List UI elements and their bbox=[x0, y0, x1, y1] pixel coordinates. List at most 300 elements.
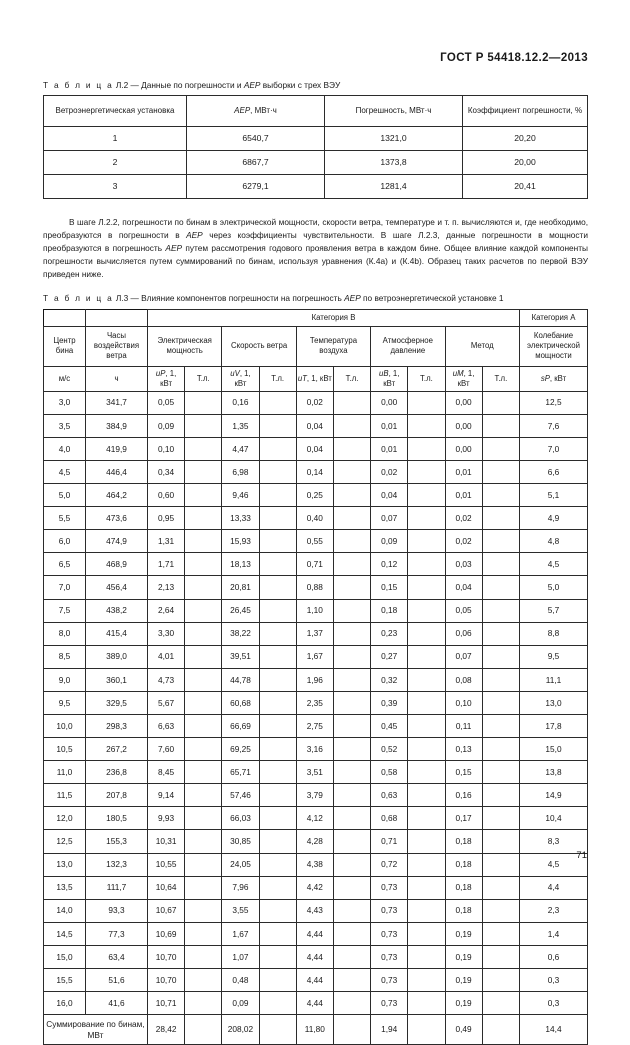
table-cell bbox=[408, 530, 445, 553]
table-cell bbox=[259, 553, 296, 576]
table-cell bbox=[185, 391, 222, 414]
table-row bbox=[44, 899, 588, 922]
table-cell: 0,07 bbox=[445, 645, 482, 668]
body-paragraph: В шаге Л.2.2, погрешности по бинам в электрической мощности, скорости ветра, температуре и т. п. вычисляются и, где необходимо, преобразуются в погрешности в AEP через коэффициенты чувствительности. В шаге Л.2.3, данные погрешности в мощности преобразуются в погрешность AEP путем рассмотрения годового проявления ветра в каждом бине. Общее влияние каждой компоненты погрешности вычисляется путем суммирований по бинам, используя уравнения (К.4a) и (К.4b). Образец таких расчетов по первой ВЭУ приведен ниже. bbox=[43, 217, 589, 279]
table-cell: 132,3 bbox=[86, 853, 148, 876]
table-cell: 11,5 bbox=[44, 784, 86, 807]
table-cell bbox=[259, 899, 296, 922]
standard-header: ГОСТ Р 54418.12.2—2013 bbox=[440, 52, 588, 64]
table-cell bbox=[185, 530, 222, 553]
table-cell: 155,3 bbox=[86, 830, 148, 853]
table-l3-unit-header: uP, 1, кВт bbox=[148, 366, 185, 391]
table-l3-group-electric-power: Электрическая мощность bbox=[148, 326, 222, 366]
table-cell: 0,25 bbox=[296, 484, 333, 507]
table-cell: 14,5 bbox=[44, 922, 86, 945]
table-cell: 1,4 bbox=[520, 922, 588, 945]
table-cell: 3,0 bbox=[44, 391, 86, 414]
table-cell bbox=[185, 876, 222, 899]
table-cell bbox=[408, 391, 445, 414]
table-cell: 10,4 bbox=[520, 807, 588, 830]
table-l2-caption-number: Л.2 bbox=[115, 80, 129, 90]
table-cell: 20,20 bbox=[463, 127, 588, 151]
table-cell bbox=[185, 784, 222, 807]
table-cell: 10,5 bbox=[44, 738, 86, 761]
table-l3-unit-header: uV, 1, кВт bbox=[222, 366, 259, 391]
table-cell: 1,67 bbox=[222, 922, 259, 945]
table-cell bbox=[185, 922, 222, 945]
table-l3-summary-cell bbox=[185, 1015, 222, 1045]
table-cell bbox=[185, 945, 222, 968]
table-cell: 2,35 bbox=[296, 691, 333, 714]
table-cell: 0,00 bbox=[445, 437, 482, 460]
table-l3-summary-row bbox=[44, 1015, 588, 1045]
table-cell: 0,11 bbox=[445, 714, 482, 737]
table-cell: 77,3 bbox=[86, 922, 148, 945]
table-cell: 0,3 bbox=[520, 969, 588, 992]
table-l3-group-bin-center: Центр бина bbox=[44, 326, 86, 366]
table-cell: 0,19 bbox=[445, 992, 482, 1015]
table-cell bbox=[408, 876, 445, 899]
table-cell: 17,8 bbox=[520, 714, 588, 737]
table-cell: 0,71 bbox=[371, 830, 408, 853]
table-cell bbox=[333, 668, 370, 691]
table-cell: 4,8 bbox=[520, 530, 588, 553]
table-cell: 5,67 bbox=[148, 691, 185, 714]
table-cell bbox=[259, 391, 296, 414]
table-row bbox=[44, 576, 588, 599]
table-cell bbox=[185, 645, 222, 668]
table-cell: 0,32 bbox=[371, 668, 408, 691]
table-cell: 8,5 bbox=[44, 645, 86, 668]
table-cell: 4,9 bbox=[520, 507, 588, 530]
table-cell: 10,70 bbox=[148, 969, 185, 992]
table-cell: 0,73 bbox=[371, 899, 408, 922]
table-cell bbox=[185, 460, 222, 483]
table-cell bbox=[259, 668, 296, 691]
table-l2 bbox=[43, 95, 588, 199]
table-cell: 11,0 bbox=[44, 761, 86, 784]
table-row bbox=[44, 945, 588, 968]
table-cell: 0,05 bbox=[148, 391, 185, 414]
table-cell: 0,09 bbox=[148, 414, 185, 437]
table-l3-summary-cell bbox=[408, 1015, 445, 1045]
table-cell: 0,05 bbox=[445, 599, 482, 622]
table-l3-unit-header: uТ, 1, кВт bbox=[296, 366, 333, 391]
table-cell: 0,6 bbox=[520, 945, 588, 968]
table-cell: 5,0 bbox=[44, 484, 86, 507]
table-cell: 6,6 bbox=[520, 460, 588, 483]
table-l3-unit-header: Т.л. bbox=[408, 366, 445, 391]
table-cell: 1,71 bbox=[148, 553, 185, 576]
table-cell: 0,06 bbox=[445, 622, 482, 645]
table-cell bbox=[408, 576, 445, 599]
table-cell bbox=[482, 807, 519, 830]
table-l3-caption-text: — Влияние компонентов погрешности на погрешность AEP по ветроэнергетической установке 1 bbox=[130, 293, 504, 304]
table-cell bbox=[333, 484, 370, 507]
table-row bbox=[44, 922, 588, 945]
table-cell: 0,72 bbox=[371, 853, 408, 876]
table-cell: 0,45 bbox=[371, 714, 408, 737]
table-cell bbox=[333, 807, 370, 830]
table-cell: 65,71 bbox=[222, 761, 259, 784]
table-cell: 389,0 bbox=[86, 645, 148, 668]
table-cell: 0,3 bbox=[520, 992, 588, 1015]
table-cell bbox=[408, 484, 445, 507]
table-l3-summary-cell: 0,49 bbox=[445, 1015, 482, 1045]
table-cell: 0,09 bbox=[222, 992, 259, 1015]
table-cell bbox=[408, 899, 445, 922]
table-l2-col-header-0: Ветроэнергетическая установка bbox=[44, 96, 187, 127]
table-cell bbox=[259, 437, 296, 460]
table-cell bbox=[259, 945, 296, 968]
table-cell bbox=[333, 530, 370, 553]
table-cell bbox=[482, 992, 519, 1015]
table-cell: 1,07 bbox=[222, 945, 259, 968]
table-cell: 329,5 bbox=[86, 691, 148, 714]
table-cell: 24,05 bbox=[222, 853, 259, 876]
table-cell: 4,44 bbox=[296, 922, 333, 945]
table-cell: 446,4 bbox=[86, 460, 148, 483]
table-cell: 0,04 bbox=[371, 484, 408, 507]
table-cell: 1,35 bbox=[222, 414, 259, 437]
table-cell: 4,44 bbox=[296, 969, 333, 992]
table-cell: 10,0 bbox=[44, 714, 86, 737]
table-cell: 0,15 bbox=[445, 761, 482, 784]
table-cell: 8,8 bbox=[520, 622, 588, 645]
table-cell: 0,04 bbox=[445, 576, 482, 599]
table-cell: 3,55 bbox=[222, 899, 259, 922]
table-cell: 9,0 bbox=[44, 668, 86, 691]
table-l3-group-wind-hours: Часы воздействия ветра bbox=[86, 326, 148, 366]
table-cell bbox=[333, 830, 370, 853]
table-cell bbox=[185, 668, 222, 691]
table-cell: 2,64 bbox=[148, 599, 185, 622]
table-cell bbox=[482, 576, 519, 599]
table-cell: 8,3 bbox=[520, 830, 588, 853]
table-cell: 60,68 bbox=[222, 691, 259, 714]
table-cell bbox=[185, 969, 222, 992]
table-cell: 0,58 bbox=[371, 761, 408, 784]
table-cell: 0,73 bbox=[371, 945, 408, 968]
table-cell: 0,73 bbox=[371, 992, 408, 1015]
table-cell: 0,48 bbox=[222, 969, 259, 992]
table-cell: 7,0 bbox=[520, 437, 588, 460]
table-cell bbox=[333, 553, 370, 576]
table-cell: 0,04 bbox=[296, 437, 333, 460]
table-cell bbox=[333, 876, 370, 899]
table-cell: 0,01 bbox=[445, 460, 482, 483]
table-l3-category-a: Категория A bbox=[520, 309, 588, 326]
table-cell: 0,18 bbox=[445, 876, 482, 899]
table-cell: 4,73 bbox=[148, 668, 185, 691]
table-cell: 20,41 bbox=[463, 175, 588, 199]
table-cell: 6,5 bbox=[44, 553, 86, 576]
table-cell: 415,4 bbox=[86, 622, 148, 645]
table-cell: 9,93 bbox=[148, 807, 185, 830]
table-cell: 93,3 bbox=[86, 899, 148, 922]
table-cell bbox=[482, 645, 519, 668]
table-row bbox=[44, 484, 588, 507]
table-cell: 6279,1 bbox=[187, 175, 325, 199]
table-l3-category-spacer-1 bbox=[44, 309, 86, 326]
table-l2-col-header-1: AEP, МВт·ч bbox=[187, 96, 325, 127]
table-l3 bbox=[43, 309, 588, 1045]
table-cell: 474,9 bbox=[86, 530, 148, 553]
table-cell: 0,16 bbox=[445, 784, 482, 807]
table-cell: 3,30 bbox=[148, 622, 185, 645]
table-l2-caption-text: — Данные по погрешности и AEP выборки с трех ВЭУ bbox=[130, 80, 341, 90]
table-cell bbox=[333, 576, 370, 599]
table-cell bbox=[185, 576, 222, 599]
table-cell: 0,10 bbox=[148, 437, 185, 460]
table-cell: 20,81 bbox=[222, 576, 259, 599]
table-cell: 0,40 bbox=[296, 507, 333, 530]
table-cell: 5,0 bbox=[520, 576, 588, 599]
table-cell bbox=[408, 945, 445, 968]
table-cell bbox=[333, 969, 370, 992]
table-cell bbox=[408, 807, 445, 830]
table-l3-head bbox=[44, 309, 588, 391]
table-row bbox=[44, 127, 588, 151]
table-cell: 13,8 bbox=[520, 761, 588, 784]
table-cell: 0,14 bbox=[296, 460, 333, 483]
table-cell bbox=[333, 391, 370, 414]
table-cell: 0,68 bbox=[371, 807, 408, 830]
table-cell: 12,5 bbox=[44, 830, 86, 853]
table-cell: 0,00 bbox=[445, 391, 482, 414]
table-cell bbox=[333, 922, 370, 945]
table-cell bbox=[259, 992, 296, 1015]
table-cell: 20,00 bbox=[463, 151, 588, 175]
table-cell bbox=[259, 830, 296, 853]
table-l3-body bbox=[44, 391, 588, 1045]
table-cell bbox=[408, 784, 445, 807]
table-cell bbox=[408, 553, 445, 576]
table-cell: 6,98 bbox=[222, 460, 259, 483]
table-cell: 0,16 bbox=[222, 391, 259, 414]
table-cell bbox=[333, 853, 370, 876]
table-row bbox=[44, 714, 588, 737]
table-cell: 0,03 bbox=[445, 553, 482, 576]
table-cell bbox=[259, 414, 296, 437]
table-cell: 0,19 bbox=[445, 945, 482, 968]
table-row bbox=[44, 175, 588, 199]
table-cell: 9,14 bbox=[148, 784, 185, 807]
table-cell bbox=[482, 899, 519, 922]
table-cell bbox=[408, 599, 445, 622]
table-cell: 2,13 bbox=[148, 576, 185, 599]
table-row bbox=[44, 414, 588, 437]
table-cell: 4,01 bbox=[148, 645, 185, 668]
table-cell: 0,39 bbox=[371, 691, 408, 714]
table-cell: 1281,4 bbox=[325, 175, 463, 199]
table-cell bbox=[185, 507, 222, 530]
table-l3-summary-cell: 1,94 bbox=[371, 1015, 408, 1045]
table-cell bbox=[259, 876, 296, 899]
table-cell: 3,51 bbox=[296, 761, 333, 784]
table-l3-group-row bbox=[44, 326, 588, 366]
table-cell bbox=[259, 622, 296, 645]
table-l3-caption-prefix: Т а б л и ц а bbox=[43, 293, 114, 304]
table-row bbox=[44, 645, 588, 668]
table-l2-col-header-2: Погрешность, МВт·ч bbox=[325, 96, 463, 127]
table-cell bbox=[408, 714, 445, 737]
table-cell: 13,33 bbox=[222, 507, 259, 530]
table-cell bbox=[259, 738, 296, 761]
table-l2-head bbox=[44, 96, 588, 127]
table-row bbox=[44, 738, 588, 761]
table-l2-col-header-3: Коэффициент погрешности, % bbox=[463, 96, 588, 127]
table-cell: 419,9 bbox=[86, 437, 148, 460]
table-cell bbox=[482, 922, 519, 945]
table-row bbox=[44, 969, 588, 992]
table-cell: 7,5 bbox=[44, 599, 86, 622]
table-cell: 15,5 bbox=[44, 969, 86, 992]
table-cell: 1,37 bbox=[296, 622, 333, 645]
table-cell bbox=[185, 761, 222, 784]
table-cell: 456,4 bbox=[86, 576, 148, 599]
table-l3-category-row bbox=[44, 309, 588, 326]
table-cell: 473,6 bbox=[86, 507, 148, 530]
table-l3-summary-label: Суммирование по бинам, МВт bbox=[44, 1015, 148, 1045]
table-cell bbox=[259, 530, 296, 553]
table-l3-category-b: Категория B bbox=[148, 309, 520, 326]
table-cell bbox=[408, 414, 445, 437]
table-cell: 0,02 bbox=[371, 460, 408, 483]
table-cell bbox=[482, 830, 519, 853]
table-cell bbox=[259, 484, 296, 507]
table-cell: 0,00 bbox=[445, 414, 482, 437]
table-cell: 16,0 bbox=[44, 992, 86, 1015]
table-cell: 15,0 bbox=[44, 945, 86, 968]
table-cell: 6540,7 bbox=[187, 127, 325, 151]
table-cell: 12,5 bbox=[520, 391, 588, 414]
table-cell: 4,0 bbox=[44, 437, 86, 460]
table-cell: 14,0 bbox=[44, 899, 86, 922]
table-cell: 44,78 bbox=[222, 668, 259, 691]
table-row bbox=[44, 437, 588, 460]
table-cell: 0,10 bbox=[445, 691, 482, 714]
table-cell: 69,25 bbox=[222, 738, 259, 761]
table-cell: 1 bbox=[44, 127, 187, 151]
table-cell: 0,63 bbox=[371, 784, 408, 807]
table-cell bbox=[259, 460, 296, 483]
table-cell bbox=[259, 507, 296, 530]
table-cell: 0,73 bbox=[371, 922, 408, 945]
table-cell: 66,03 bbox=[222, 807, 259, 830]
table-cell: 0,04 bbox=[296, 414, 333, 437]
table-cell bbox=[408, 853, 445, 876]
table-cell bbox=[482, 391, 519, 414]
table-cell: 0,23 bbox=[371, 622, 408, 645]
table-cell bbox=[333, 645, 370, 668]
table-cell: 15,93 bbox=[222, 530, 259, 553]
table-cell: 5,1 bbox=[520, 484, 588, 507]
table-cell: 0,09 bbox=[371, 530, 408, 553]
table-cell bbox=[482, 507, 519, 530]
table-cell: 2,3 bbox=[520, 899, 588, 922]
table-cell bbox=[185, 714, 222, 737]
table-row bbox=[44, 460, 588, 483]
table-row bbox=[44, 761, 588, 784]
table-row bbox=[44, 807, 588, 830]
table-cell bbox=[333, 899, 370, 922]
table-cell bbox=[333, 622, 370, 645]
table-cell: 5,5 bbox=[44, 507, 86, 530]
table-cell: 66,69 bbox=[222, 714, 259, 737]
table-cell bbox=[408, 622, 445, 645]
table-cell: 63,4 bbox=[86, 945, 148, 968]
table-cell bbox=[482, 530, 519, 553]
table-cell: 0,13 bbox=[445, 738, 482, 761]
table-cell bbox=[185, 622, 222, 645]
table-cell: 10,67 bbox=[148, 899, 185, 922]
table-l3-unit-header: Т.л. bbox=[333, 366, 370, 391]
table-cell bbox=[185, 553, 222, 576]
table-cell: 6867,7 bbox=[187, 151, 325, 175]
table-cell bbox=[259, 922, 296, 945]
table-cell: 4,12 bbox=[296, 807, 333, 830]
table-cell: 13,0 bbox=[520, 691, 588, 714]
table-l3-caption-number: Л.3 bbox=[115, 293, 129, 304]
page-number: 71 bbox=[576, 850, 587, 861]
table-cell: 14,9 bbox=[520, 784, 588, 807]
table-cell bbox=[333, 761, 370, 784]
table-cell: 18,13 bbox=[222, 553, 259, 576]
table-cell: 10,70 bbox=[148, 945, 185, 968]
table-row bbox=[44, 992, 588, 1015]
table-cell: 2,75 bbox=[296, 714, 333, 737]
table-cell: 5,7 bbox=[520, 599, 588, 622]
table-cell: 0,01 bbox=[371, 437, 408, 460]
table-cell: 3,79 bbox=[296, 784, 333, 807]
table-cell bbox=[482, 853, 519, 876]
table-cell: 4,43 bbox=[296, 899, 333, 922]
table-cell: 4,28 bbox=[296, 830, 333, 853]
table-cell: 9,5 bbox=[44, 691, 86, 714]
table-cell bbox=[259, 853, 296, 876]
table-row bbox=[44, 553, 588, 576]
table-cell: 0,15 bbox=[371, 576, 408, 599]
table-cell bbox=[408, 761, 445, 784]
table-row bbox=[44, 507, 588, 530]
table-cell: 2 bbox=[44, 151, 187, 175]
table-cell bbox=[408, 691, 445, 714]
table-cell bbox=[259, 761, 296, 784]
table-cell: 0,88 bbox=[296, 576, 333, 599]
table-cell bbox=[259, 784, 296, 807]
table-cell: 0,34 bbox=[148, 460, 185, 483]
table-l3-summary-cell bbox=[259, 1015, 296, 1045]
table-cell: 12,0 bbox=[44, 807, 86, 830]
table-cell bbox=[408, 507, 445, 530]
table-cell: 468,9 bbox=[86, 553, 148, 576]
table-l3-unit-header: sP, кВт bbox=[520, 366, 588, 391]
table-cell bbox=[482, 738, 519, 761]
table-cell: 8,0 bbox=[44, 622, 86, 645]
table-cell: 4,5 bbox=[520, 553, 588, 576]
table-cell bbox=[482, 691, 519, 714]
table-cell bbox=[185, 484, 222, 507]
table-l3-category-spacer-2 bbox=[86, 309, 148, 326]
table-cell: 39,51 bbox=[222, 645, 259, 668]
table-cell: 3 bbox=[44, 175, 187, 199]
table-cell: 11,1 bbox=[520, 668, 588, 691]
table-cell bbox=[482, 484, 519, 507]
table-l3-summary-cell bbox=[482, 1015, 519, 1045]
table-row bbox=[44, 876, 588, 899]
table-l3-unit-header: Т.л. bbox=[259, 366, 296, 391]
